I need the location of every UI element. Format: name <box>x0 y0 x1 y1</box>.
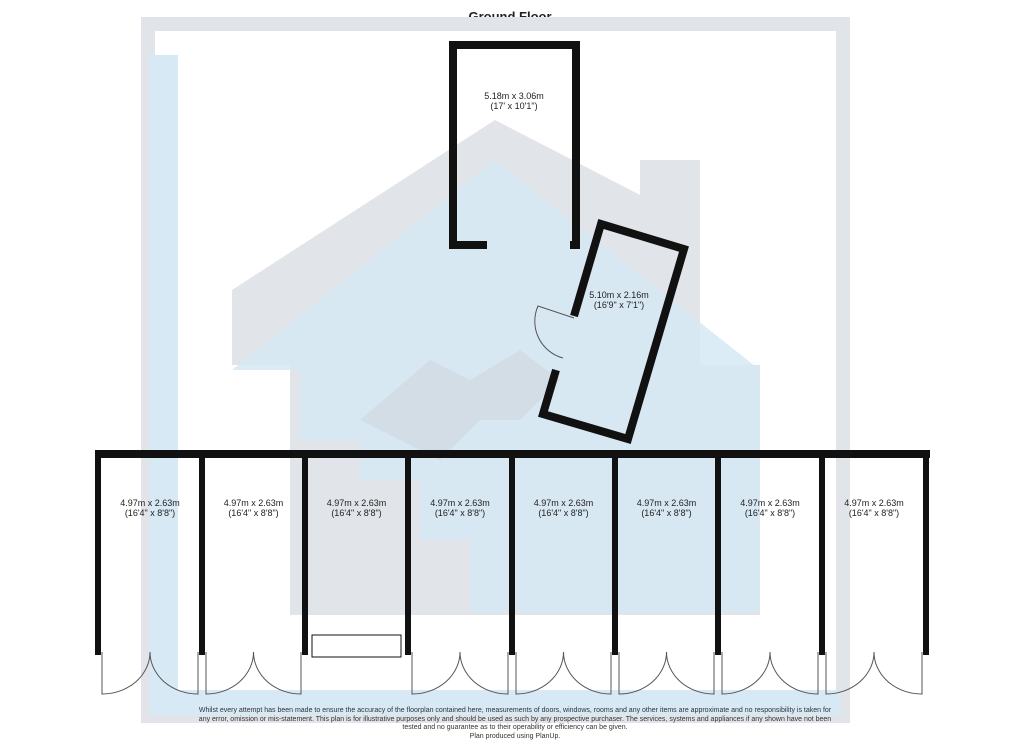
garage-door-jamb-left <box>819 647 825 655</box>
garage-door-jamb-left <box>715 647 721 655</box>
garage-door-jamb-left <box>509 647 515 655</box>
garage-7-metric: 4.97m x 2.63m <box>740 498 800 508</box>
garage-1-metric: 4.97m x 2.63m <box>120 498 180 508</box>
garage-door-right-leaf <box>564 652 612 694</box>
garage-door-right-leaf <box>254 652 302 694</box>
garage-door-jamb-left <box>612 647 618 655</box>
room-2-imperial: (16'9" x 7'1") <box>593 300 645 310</box>
garage-1-imperial: (16'4" x 8'8") <box>124 508 176 518</box>
garage-4-metric: 4.97m x 2.63m <box>430 498 490 508</box>
floor-title: Ground Floor <box>468 9 552 24</box>
watermark-frame-blue <box>150 55 178 715</box>
disclaimer <box>170 707 860 741</box>
garage-5-imperial: (16'4" x 8'8") <box>538 508 589 518</box>
garage-door-right-leaf <box>460 652 508 694</box>
garage-6-imperial: (16'4" x 8'8") <box>641 508 692 518</box>
garage-8-metric: 4.97m x 2.63m <box>844 498 904 508</box>
room-1-metric: 5.18m x 3.06m <box>484 91 544 101</box>
garage-3-window <box>312 635 401 657</box>
garage-3-jamb-left <box>302 647 308 655</box>
garage-3-imperial: (16'4" x 8'8") <box>331 508 382 518</box>
garage-door-right-leaf <box>874 652 922 694</box>
garage-5-metric: 4.97m x 2.63m <box>533 498 594 508</box>
garage-door-jamb-left <box>405 647 411 655</box>
room-1-imperial: (17' x 10'1") <box>490 101 538 111</box>
garage-2-metric: 4.97m x 2.63m <box>223 498 284 508</box>
disclaimer-line-1: Whilst every attempt has been made to ensure the accuracy of the floorplan contained here, measurements of doors, windows, rooms and any other items are approximate and no responsibility is taken for <box>198 707 832 714</box>
garage-door-left-leaf <box>619 652 667 694</box>
garage-door-jamb-left <box>95 647 101 655</box>
disclaimer-line-4: Plan produced using PlanUp. <box>469 732 561 740</box>
garage-door-left-leaf <box>516 652 564 694</box>
garage-7-imperial: (16'4" x 8'8") <box>744 508 796 518</box>
garage-4-imperial: (16'4" x 8'8") <box>434 508 486 518</box>
room-2-metric: 5.10m x 2.16m <box>589 290 649 300</box>
garage-door-right-leaf <box>770 652 818 694</box>
garage-2-imperial: (16'4" x 8'8") <box>228 508 279 518</box>
garage-8-imperial: (16'4" x 8'8") <box>848 508 900 518</box>
garage-block <box>95 454 930 694</box>
garage-door-left-leaf <box>722 652 770 694</box>
garage-door-jamb-right <box>923 647 929 655</box>
disclaimer-line-2: any error, omission or mis-statement. This plan is for illustrative purposes only and should be used as such by any prospective purchaser. The services, systems and appliances if any shown have not been <box>198 715 832 723</box>
garage-door-jamb-left <box>199 647 205 655</box>
garage-6-metric: 4.97m x 2.63m <box>636 498 697 508</box>
garage-door-right-leaf <box>667 652 715 694</box>
garage-door-left-leaf <box>206 652 254 694</box>
disclaimer-line-3: tested and no guarantee as to their operability or efficiency can be given. <box>402 724 628 732</box>
garage-door-left-leaf <box>412 652 460 694</box>
garage-3-metric: 4.97m x 2.63m <box>326 498 387 508</box>
watermark-logo <box>148 24 843 716</box>
